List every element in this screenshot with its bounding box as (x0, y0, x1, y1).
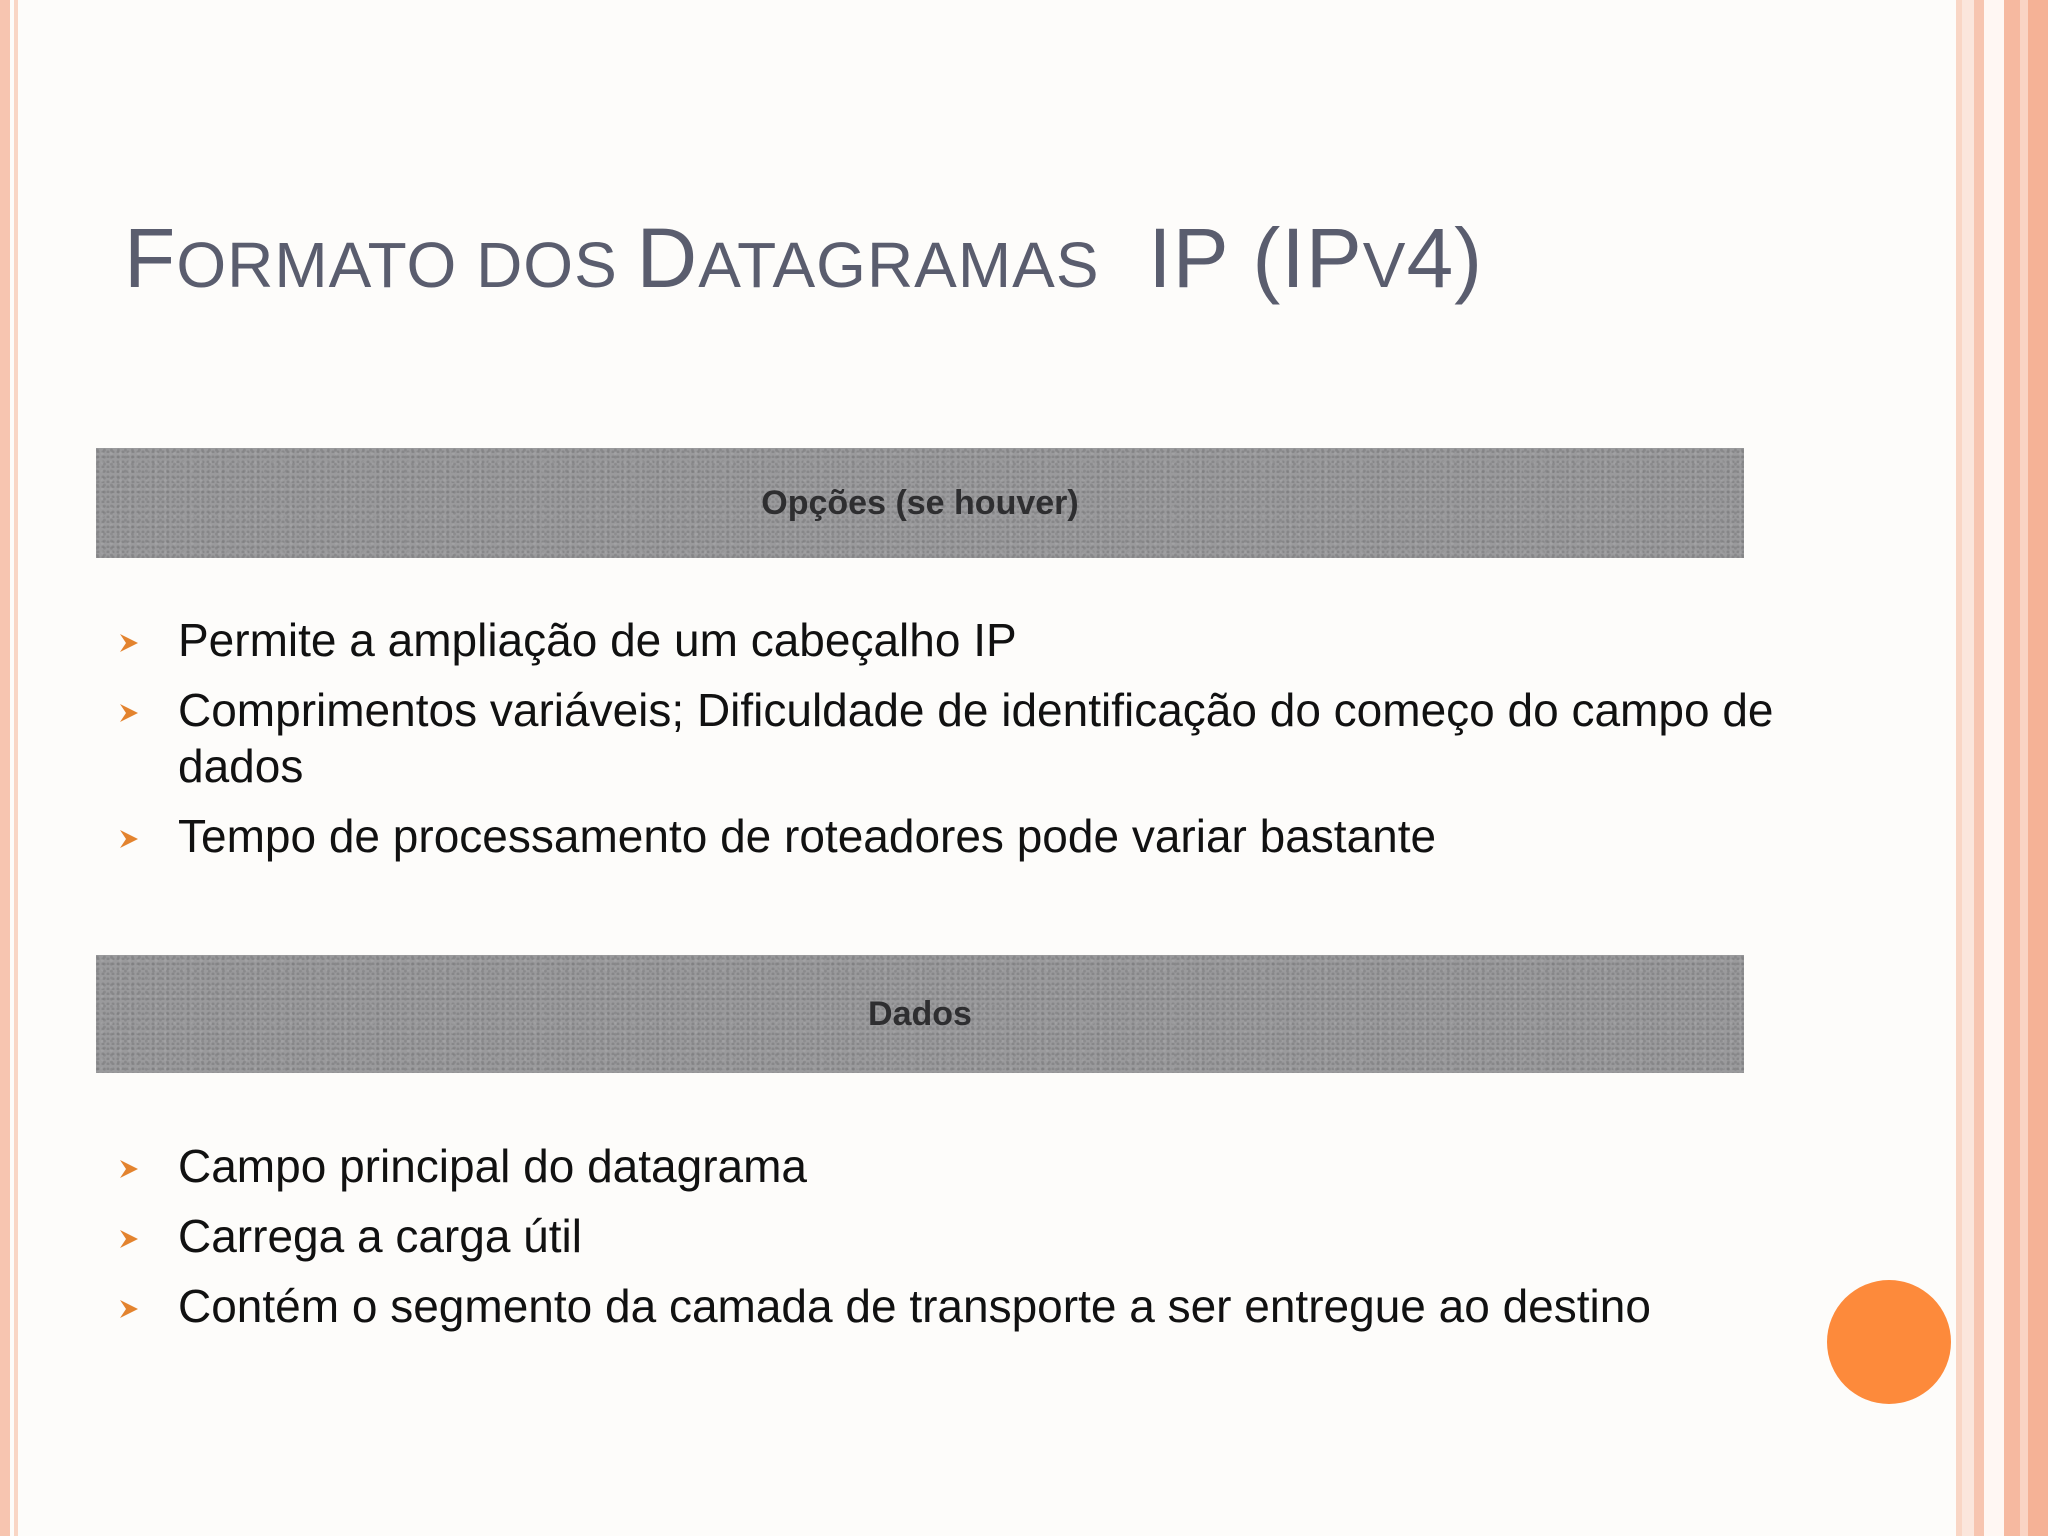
arrowhead-bullet-icon (118, 702, 140, 724)
title-part: F (124, 211, 177, 305)
title-part: ORMATO DOS (176, 229, 637, 301)
arrowhead-bullet-icon (118, 632, 140, 654)
title-part: ATAGRAMAS (698, 229, 1100, 301)
list-item (118, 1208, 1818, 1264)
list-item (118, 682, 1818, 794)
right-border-stripe (1984, 0, 2004, 1536)
bullet-text: Comprimentos variáveis; Dificuldade de identificação do começo do campo de dados (178, 684, 1774, 792)
list-item (118, 1278, 1818, 1334)
bullet-text: Carrega a carga útil (178, 1210, 582, 1262)
arrowhead-bullet-icon (118, 1158, 140, 1180)
left-border-stripe (0, 0, 10, 1536)
arrowhead-bullet-icon (118, 1228, 140, 1250)
list-item (118, 1138, 1818, 1194)
data-field-label: Dados (868, 994, 972, 1033)
right-border-stripe (1974, 0, 1984, 1536)
list-item (118, 808, 1818, 864)
slide-title (124, 210, 1483, 307)
right-border-stripe (1962, 0, 1974, 1536)
orange-circle-decoration (1827, 1280, 1951, 1404)
bullet-text: Contém o segmento da camada de transporte a ser entregue ao destino (178, 1280, 1651, 1332)
options-bullet-list (118, 612, 1818, 878)
options-field-bar (96, 448, 1744, 558)
bullet-text: Tempo de processamento de roteadores pode variar bastante (178, 810, 1437, 862)
data-bullet-list (118, 1138, 1818, 1348)
title-part: 4) (1406, 211, 1484, 305)
right-border-stripe (2004, 0, 2020, 1536)
arrowhead-bullet-icon (118, 1298, 140, 1320)
data-field-bar (96, 955, 1744, 1073)
options-field-label: Opções (se houver) (761, 483, 1079, 522)
right-border-stripe (2028, 0, 2048, 1536)
bullet-text: Campo principal do datagrama (178, 1140, 808, 1192)
bullet-text: Permite a ampliação de um cabeçalho IP (178, 614, 1017, 666)
title-part: D (636, 211, 699, 305)
arrowhead-bullet-icon (118, 828, 140, 850)
right-border-stripe (2020, 0, 2028, 1536)
left-border-stripe-inner (14, 0, 18, 1536)
title-part: V (1362, 229, 1407, 301)
list-item (118, 612, 1818, 668)
title-part: IP (IP (1148, 211, 1363, 305)
